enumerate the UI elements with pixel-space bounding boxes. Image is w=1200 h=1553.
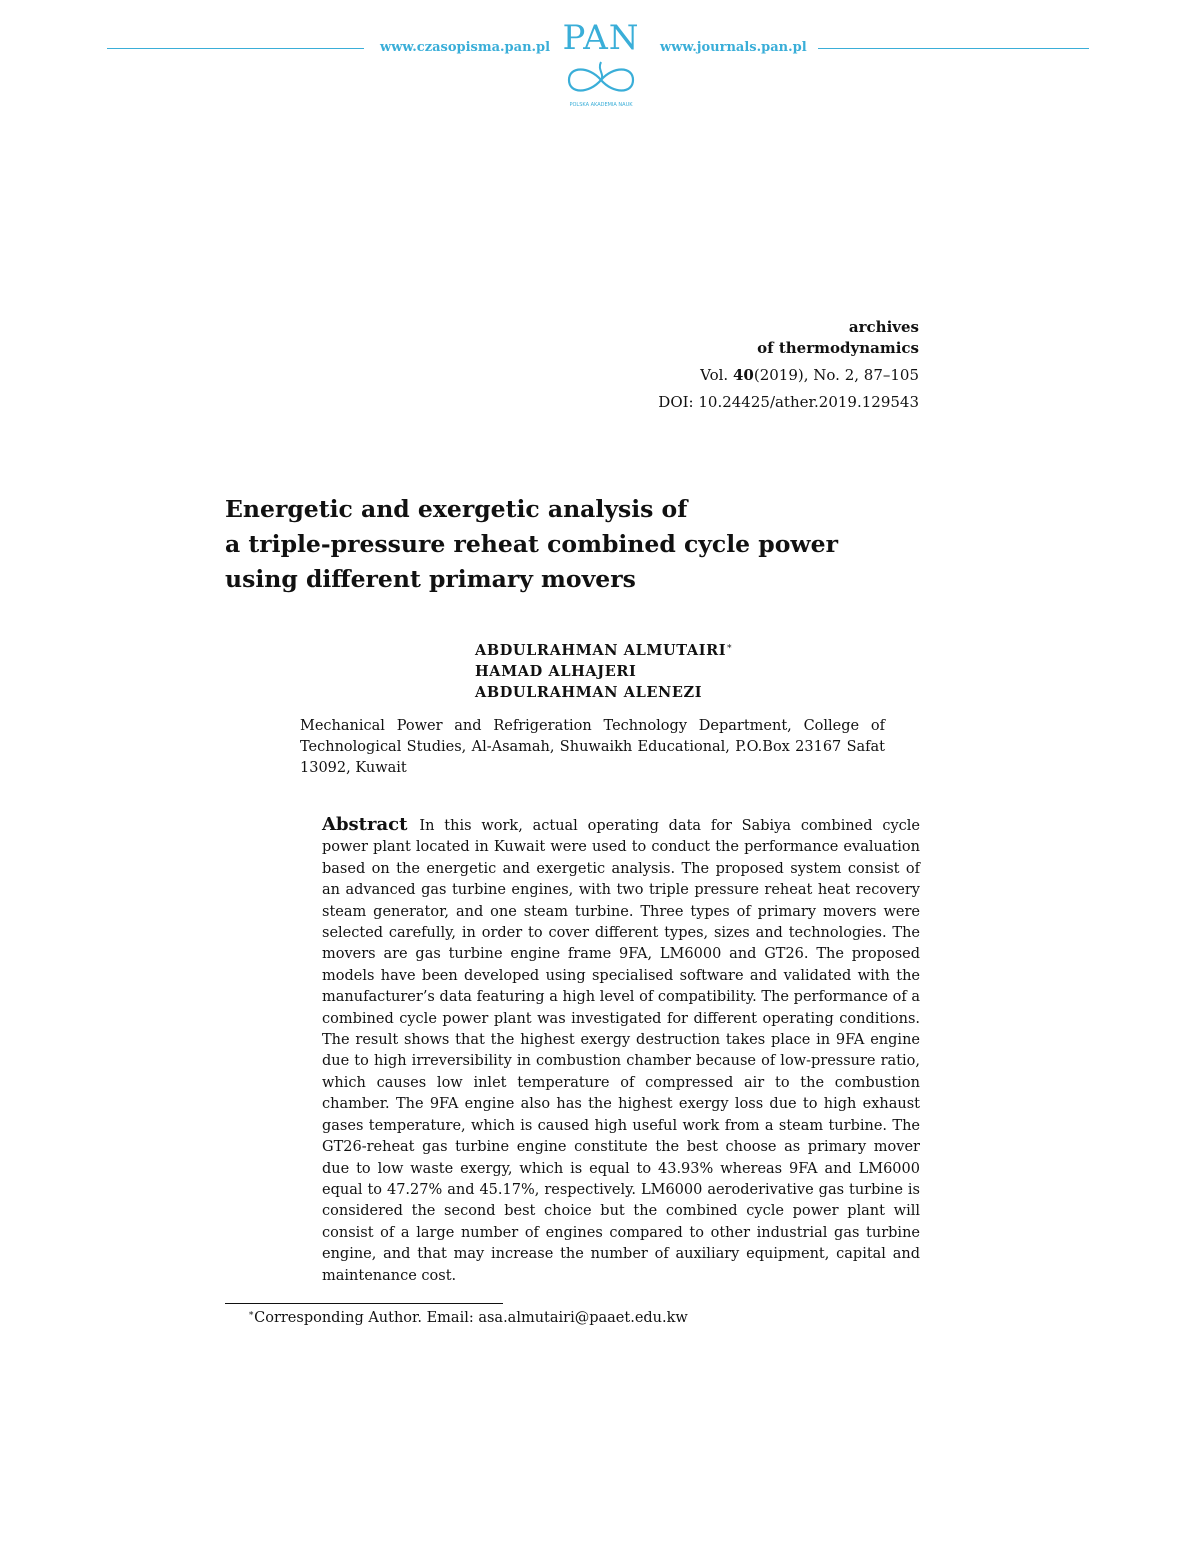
journal-name-line2: of thermodynamics (757, 339, 919, 357)
affiliation: Mechanical Power and Refrigeration Technology Department, College of Technological Studies, Al-Asamah, Shuwaikh Educational, P.O.Box 23167 Safat 13092, Kuwait (300, 718, 885, 776)
logo-text: PAN (562, 18, 640, 58)
site-link-czasopisma[interactable]: www.czasopisma.pan.pl (380, 40, 551, 55)
footnote (248, 1309, 688, 1326)
footnote-mark: ∗ (248, 1309, 255, 1319)
pan-logo (553, 18, 649, 108)
title-line-2: a triple-pressure reheat combined cycle power (225, 530, 838, 558)
author-1-name: ABDULRAHMAN ALMUTAIRI (475, 641, 727, 659)
volume-info (700, 366, 919, 384)
journal-name-line1: archives (848, 318, 919, 336)
footnote-rule (225, 1303, 503, 1304)
author-list (475, 637, 733, 703)
abstract-text: In this work, actual operating data for Sabiya combined cycle power plant located in Kuwait were used to conduct the performance evaluation based on the energetic and exergetic analysis. The proposed system consist of an advanced gas turbine engines, with two triple pressure reheat heat recovery steam generator, and one steam turbine. Three types of primary movers were selected carefully, in order to cover different types, sizes and technologies. The movers are gas turbine engine frame 9FA, LM6000 and GT26. The proposed models have been developed using specialised software and validated with the manufacturer’s data featuring a high level of compatibility. The performance of a combined cycle power plant was investigated for different operating conditions. The result shows that the highest exergy destruction takes place in 9FA engine due to high irreversibility in combustion chamber because of low-pressure ratio, which causes low inlet temperature of compressed air to the combustion chamber. The 9FA engine also has the highest exergy loss due to high exhaust gases temperature, which is caused high useful work from a steam turbine. The GT26-reheat gas turbine engine constitute the best choose as primary mover due to low waste exergy, which is equal to 43.93% whereas 9FA and LM6000 equal to 47.27% and 45.17%, respectively. LM6000 aeroderivative gas turbine is considered the second best choice but the combined cycle power plant will consist of a large number of engines compared to other industrial gas turbine engine, and that may increase the number of auxiliary equipment, capital and maintenance cost. (322, 818, 920, 1284)
author-2 (475, 661, 733, 682)
abstract (322, 814, 920, 1287)
volume-prefix: Vol. (700, 366, 729, 384)
title-line-1: Energetic and exergetic analysis of (225, 495, 688, 523)
author-1-mark: ∗ (726, 642, 733, 652)
author-3 (475, 682, 733, 703)
header-rule-left (107, 48, 364, 49)
author-2-name: HAMAD ALHAJERI (475, 662, 637, 680)
site-link-journals[interactable]: www.journals.pan.pl (660, 40, 807, 55)
logo-subtext: POLSKA AKADEMIA NAUK (569, 102, 633, 108)
header-rule-right (818, 48, 1089, 49)
title-line-3: using different primary movers (225, 565, 636, 593)
doi[interactable]: DOI: 10.24425/ather.2019.129543 (658, 393, 919, 411)
author-1 (475, 637, 733, 661)
abstract-heading: Abstract (322, 814, 408, 835)
author-3-name: ABDULRAHMAN ALENEZI (475, 683, 703, 701)
volume-suffix: (2019), No. 2, 87–105 (753, 366, 919, 384)
infinity-swirl-icon (561, 60, 641, 100)
volume-number: 40 (732, 366, 754, 384)
paper-title (225, 492, 925, 597)
footnote-text: Corresponding Author. Email: asa.almutairi@paaet.edu.kw (254, 1309, 688, 1326)
